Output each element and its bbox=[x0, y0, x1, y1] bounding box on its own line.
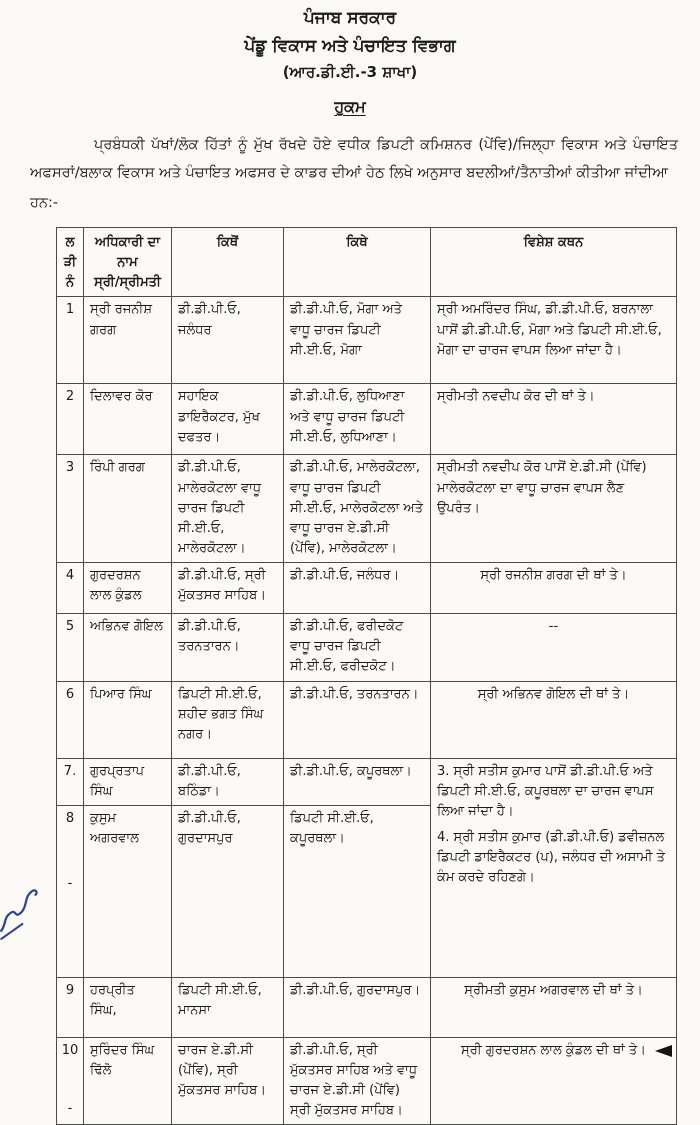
cell-from: ਡੀ.ਡੀ.ਪੀ.ਓ, ਬਠਿੰਡਾ। bbox=[172, 758, 284, 805]
ink-blot-arrow-mark bbox=[655, 1045, 672, 1057]
cell-name: ਹਰਪ੍ਰੀਤ ਸਿੰਘ, bbox=[84, 977, 172, 1037]
cell-remark: -- bbox=[431, 614, 677, 681]
cell-remark: ਸ੍ਰੀਮਤੀ ਕੁਸੁਮ ਅਗਰਵਾਲ ਦੀ ਥਾਂ ਤੇ। bbox=[431, 977, 677, 1037]
cell-remark: ਸ੍ਰੀ ਰਜਨੀਸ਼ ਗਰਗ ਦੀ ਥਾਂ ਤੇ। bbox=[431, 563, 677, 614]
table-row bbox=[57, 297, 677, 384]
table-row bbox=[57, 977, 677, 1037]
header-remarks: ਵਿਸ਼ੇਸ਼ ਕਥਨ bbox=[431, 228, 677, 297]
cell-to: ਡੀ.ਡੀ.ਪੀ.ਓ, ਮਾਲੇਰਕੋਟਲਾ, ਵਾਧੂ ਚਾਰਜ ਡਿਪਟੀ ਸੀ.ਈ.ਓ, ਮਾਲੇਰਕੋਟਲਾ ਅਤੇ ਵਾਧੂ ਚਾਰਜ ਏ.ਡੀ.ਸੀ (ਪੇਂਵਿ), ਮਾਲੇਰਕੋਟਲਾ। bbox=[284, 455, 431, 563]
transfer-orders-table bbox=[56, 227, 677, 1125]
cell-name: ਪਿਆਰ ਸਿੰਘ bbox=[84, 681, 172, 758]
cell-name: ਦਿਲਾਵਰ ਕੋਰ bbox=[84, 384, 172, 455]
cell-from: ਡੀ.ਡੀ.ਪੀ.ਓ, ਗੁਰਦਾਸਪੁਰ bbox=[172, 805, 284, 977]
cell-serial: 4 bbox=[57, 563, 84, 614]
handwritten-initials-mark bbox=[0, 883, 51, 946]
cell-name: ਗੁਰਦਰਸ਼ਨ ਲਾਲ ਕੁੰਡਲ bbox=[84, 563, 172, 614]
table-row bbox=[57, 1037, 677, 1125]
department-title: ਪੇਂਡੂ ਵਿਕਾਸ ਅਤੇ ਪੰਚਾਇਤ ਵਿਭਾਗ bbox=[244, 36, 456, 56]
cell-to: ਡੀ.ਡੀ.ਪੀ.ਓ, ਮੋਗਾ ਅਤੇ ਵਾਧੂ ਚਾਰਜ ਡਿਪਟੀ ਸੀ.ਈ.ਓ, ਮੋਗਾ bbox=[284, 297, 431, 384]
header-to: ਕਿਥੇ bbox=[284, 228, 431, 297]
cell-from: ਸਹਾਇਕ ਡਾਇਰੈਕਟਰ, ਮੁੱਖ ਦਫਤਰ। bbox=[172, 384, 284, 455]
cell-to: ਡੀ.ਡੀ.ਪੀ.ਓ, ਤਰਨਤਾਰਨ। bbox=[284, 681, 431, 758]
cell-from: ਡੀ.ਡੀ.ਪੀ.ਓ, ਤਰਨਤਾਰਨ। bbox=[172, 614, 284, 681]
cell-from: ਡੀ.ਡੀ.ਪੀ.ਓ, ਮਾਲੇਰਕੋਟਲਾ ਵਾਧੂ ਚਾਰਜ ਡਿਪਟੀ ਸੀ.ਈ.ਓ, ਮਾਲੇਰਕੋਟਲਾ। bbox=[172, 455, 284, 563]
header-serial: ਲੜੀ ਨੰ bbox=[57, 228, 84, 297]
cell-remark: ਸ੍ਰੀ ਅਮਰਿੰਦਰ ਸਿੰਘ, ਡੀ.ਡੀ.ਪੀ.ਓ, ਬਰਨਾਲਾ ਪਾਸੋਂ ਡੀ.ਡੀ.ਪੀ.ਓ, ਮੋਗਾ ਅਤੇ ਡਿਪਟੀ ਸੀ.ਈ.ਓ, ਮੋਗਾ ਦਾ ਚਾਰਜ ਵਾਪਸ ਲਿਆ ਜਾਂਦਾ ਹੈ। bbox=[431, 297, 677, 384]
cell-serial: 10 - bbox=[57, 1037, 84, 1125]
cell-name: ਅਭਿਨਵ ਗੋਇਲ bbox=[84, 614, 172, 681]
cell-from: ਚਾਰਜ ਏ.ਡੀ.ਸੀ (ਪੇਂਵਿ), ਸ੍ਰੀ ਮੁੱਕਤਸਰ ਸਾਹਿਬ। bbox=[172, 1037, 284, 1125]
cell-to: ਡੀ.ਡੀ.ਪੀ.ਓ, ਸ੍ਰੀ ਮੁੱਕਤਸਰ ਸਾਹਿਬ ਅਤੇ ਵਾਧੂ ਚਾਰਜ ਏ.ਡੀ.ਸੀ (ਪੇਂਵਿ) ਸ੍ਰੀ ਮੁੱਕਤਸਰ ਸਾਹਿਬ। bbox=[284, 1037, 431, 1125]
cell-to: ਡੀ.ਡੀ.ਪੀ.ਓ, ਲੁਧਿਆਣਾ ਅਤੇ ਵਾਧੂ ਚਾਰਜ ਡਿਪਟੀ ਸੀ.ਈ.ਓ, ਲੁਧਿਆਣਾ। bbox=[284, 384, 431, 455]
cell-name: ਰਿੰਪੀ ਗਰਗ bbox=[84, 455, 172, 563]
cell-from: ਡੀ.ਡੀ.ਪੀ.ਓ, ਜਲੰਧਰ bbox=[172, 297, 284, 384]
table-header-row bbox=[57, 228, 677, 297]
cell-remark: ਸ੍ਰੀ ਅਭਿਨਵ ਗੋਇਲ ਦੀ ਥਾਂ ਤੇ। bbox=[431, 681, 677, 758]
cell-name: ਸੁਰਿੰਦਰ ਸਿੰਘ ਢਿੱਲੋ bbox=[84, 1037, 172, 1125]
cell-serial: 9 bbox=[57, 977, 84, 1037]
order-heading: ਹੁਕਮ bbox=[334, 97, 366, 116]
remark-item-4: 4. ਸ੍ਰੀ ਸਤੀਸ ਕੁਮਾਰ (ਡੀ.ਡੀ.ਪੀ.ਓ) ਡਵੀਜ਼ਨਲ ਡਿਪਟੀ ਡਾਇਰੈਕਟਰ (ਪ), ਜਲੰਧਰ ਦੀ ਅਸਾਮੀ ਤੇ ਕੰਮ ਕਰਦੇ ਰਹਿਣਗੇ। bbox=[437, 829, 665, 886]
intro-tail: ਹਨ:- bbox=[30, 195, 59, 211]
cell-to: ਡੀ.ਡੀ.ਪੀ.ਓ, ਜਲੰਧਰ। bbox=[284, 563, 431, 614]
cell-serial: 3 bbox=[57, 455, 84, 563]
margin-dash-mark: - bbox=[67, 875, 73, 891]
remark-item-3: 3. ਸ੍ਰੀ ਸਤੀਸ ਕੁਮਾਰ ਪਾਸੋਂ ਡੀ.ਡੀ.ਪੀ.ਓ ਅਤੇ ਡਿਪਟੀ ਸੀ.ਈ.ਓ, ਕਪੂਰਥਲਾ ਦਾ ਚਾਰਜ ਵਾਪਸ ਲਿਆ ਜਾਂਦਾ ਹੈ। bbox=[437, 763, 654, 819]
table-row bbox=[57, 681, 677, 758]
cell-remark: ਸ੍ਰੀਮਤੀ ਨਵਦੀਪ ਕੋਰ ਦੀ ਥਾਂ ਤੇ। bbox=[431, 384, 677, 455]
cell-to: ਡੀ.ਡੀ.ਪੀ.ਓ, ਫਰੀਦਕੋਟ ਵਾਧੂ ਚਾਰਜ ਡਿਪਟੀ ਸੀ.ਈ.ਓ, ਫਰੀਦਕੋਟ। bbox=[284, 614, 431, 681]
document-header bbox=[0, 8, 700, 117]
cell-from: ਡਿਪਟੀ ਸੀ.ਈ.ਓ, ਮਾਨਸਾ bbox=[172, 977, 284, 1037]
cell-remark: ਸ੍ਰੀਮਤੀ ਨਵਦੀਪ ਕੋਰ ਪਾਸੋਂ ਏ.ਡੀ.ਸੀ (ਪੇਂਵਿ) ਮਾਲੇਰਕੋਟਲਾ ਦਾ ਵਾਧੂ ਚਾਰਜ ਵਾਪਸ ਲੈਣ ਉਪਰੰਤ। bbox=[431, 455, 677, 563]
table-row bbox=[57, 614, 677, 681]
branch-title: (ਆਰ.ਡੀ.ਈ.-3 ਸ਼ਾਖਾ) bbox=[282, 63, 418, 81]
header-from: ਕਿਥੋਂ bbox=[172, 228, 284, 297]
cell-serial: 7. bbox=[57, 758, 84, 805]
cell-serial: 1 bbox=[57, 297, 84, 384]
cell-to: ਡੀ.ਡੀ.ਪੀ.ਓ, ਗੁਰਦਾਸਪੁਰ। bbox=[284, 977, 431, 1037]
table-row bbox=[57, 563, 677, 614]
table-row bbox=[57, 384, 677, 455]
table-row bbox=[57, 758, 677, 805]
cell-remark-merged bbox=[431, 758, 677, 977]
cell-to: ਡਿਪਟੀ ਸੀ.ਈ.ਓ, ਕਪੂਰਥਲਾ। bbox=[284, 805, 431, 977]
cell-from: ਡਿਪਟੀ ਸੀ.ਈ.ਓ, ਸ਼ਹੀਦ ਭਗਤ ਸਿੰਘ ਨਗਰ। bbox=[172, 681, 284, 758]
intro-paragraph: ਪ੍ਰਬੰਧਕੀ ਪੱਖਾਂ/ਲੋਕ ਹਿੱਤਾਂ ਨੂੰ ਮੁੱਖ ਰੱਖਦੇ ਹੋਏ ਵਧੀਕ ਡਿਪਟੀ ਕਮਿਸ਼ਨਰ (ਪੇਂਵਿ)/ਜਿਲ੍ਹਾ ਵਿਕਾਸ ਅਤੇ ਪੰਚਾਇਤ ਅਫਸਰਾਂ/ਬਲਾਕ ਵਿਕਾਸ ਅਤੇ ਪੰਚਾਇਤ ਅਫਸਰ ਦੇ ਕਾਡਰ ਦੀਆਂ ਹੇਠ ਲਿਖੇ ਅਨੁਸਾਰ ਬਦਲੀਆਂ/ਤੈਨਾਤੀਆਂ ਕੀਤੀਆ ਜਾਂਦੀਆ bbox=[30, 137, 678, 181]
cell-remark: ਸ੍ਰੀ ਗੁਰਦਰਸ਼ਨ ਲਾਲ ਕੁੰਡਲ ਦੀ ਥਾਂ ਤੇ। bbox=[431, 1037, 677, 1125]
cell-serial: 5 bbox=[57, 614, 84, 681]
cell-name: ਕੁਸੁਮ ਅਗਰਵਾਲ bbox=[84, 805, 172, 977]
header-officer-name: ਅਧਿਕਾਰੀ ਦਾ ਨਾਮ ਸ੍ਰੀ/ਸ੍ਰੀਮਤੀ bbox=[84, 228, 172, 297]
government-title: ਪੰਜਾਬ ਸਰਕਾਰ bbox=[303, 8, 397, 28]
cell-serial: 2 bbox=[57, 384, 84, 455]
cell-from: ਡੀ.ਡੀ.ਪੀ.ਓ, ਸ੍ਰੀ ਮੁੱਕਤਸਰ ਸਾਹਿਬ। bbox=[172, 563, 284, 614]
cell-serial: 6 bbox=[57, 681, 84, 758]
intro-section bbox=[30, 131, 678, 217]
table-row bbox=[57, 455, 677, 563]
cell-name: ਸ੍ਰੀ ਰਜਨੀਸ਼ ਗਰਗ bbox=[84, 297, 172, 384]
cell-serial: 8 - bbox=[57, 805, 84, 977]
cell-to: ਡੀ.ਡੀ.ਪੀ.ਓ, ਕਪੂਰਥਲਾ। bbox=[284, 758, 431, 805]
margin-dash-mark: - bbox=[67, 1100, 73, 1116]
cell-name: ਗੁਰਪ੍ਰਤਾਪ ਸਿੰਘ bbox=[84, 758, 172, 805]
